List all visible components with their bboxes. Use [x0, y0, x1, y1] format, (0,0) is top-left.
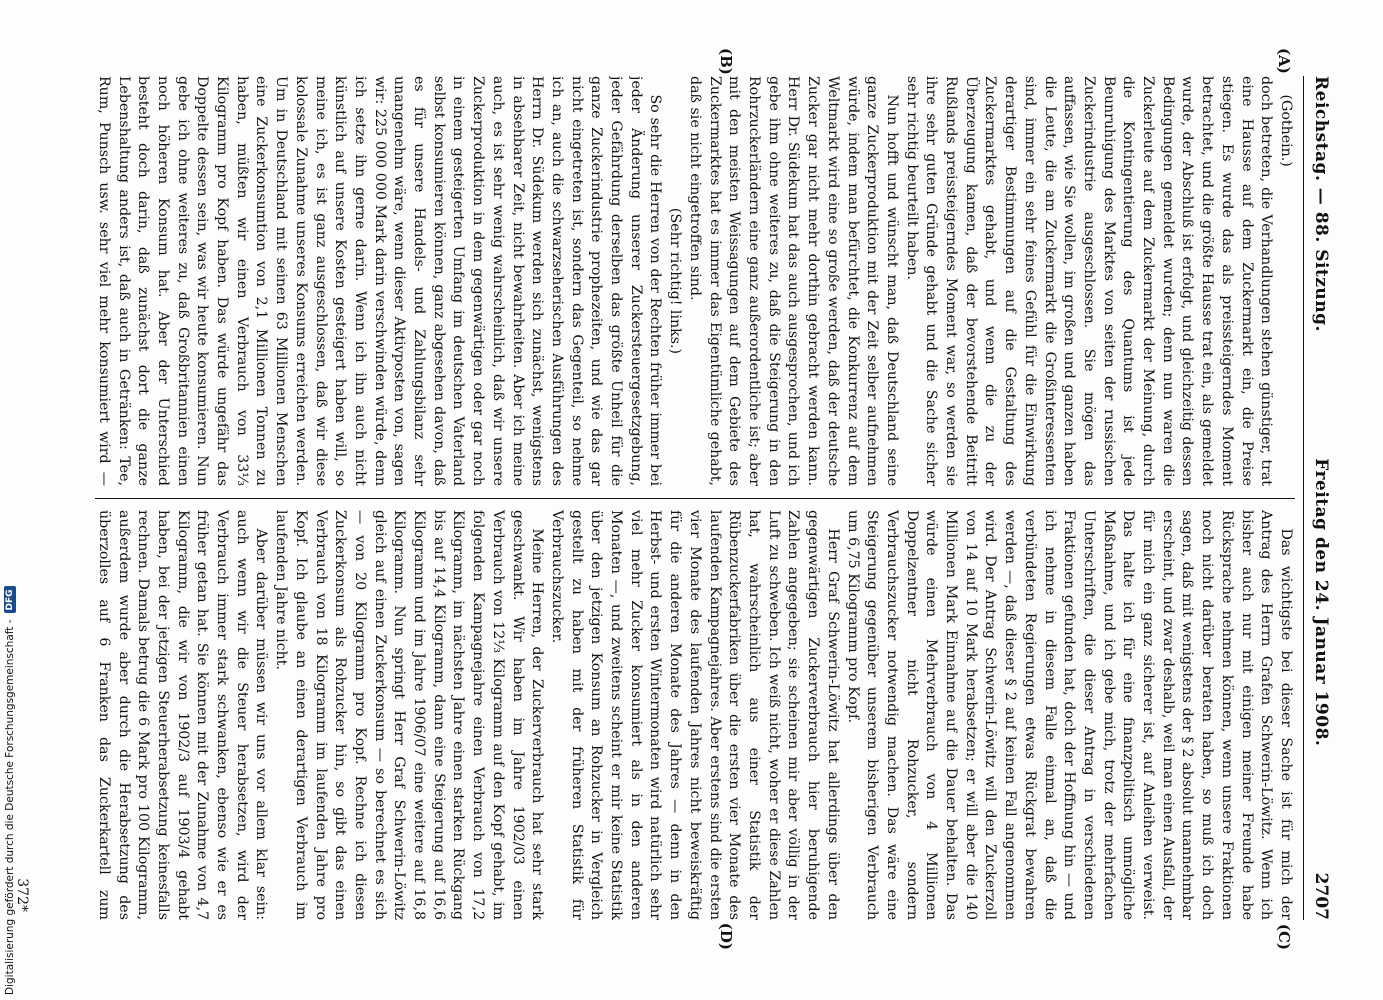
paragraph: So sehr die Herren von der Rechten früher immer bei jeder Änderung unserer Zuckersteuergesetzgebung, jeder Gefährdung derselben das größte Unheil für die ganze Zuckerindustrie prophezeiten, und wie das gar nicht eingetreten ist, sondern das Gegenteil, so nehme ich an, auch die schwarzseherischen Ausführungen des Herrn Dr. Südekum werden sich zunächst, wenigstens in absehbarer Zeit, nicht bewahrheiten. Aber ich meine auch, es ist sehr wenig wahrscheinlich, daß wir unsere Zuckerproduktion in dem gegenwärtigen oder gar noch in einem gesteigerten Umfang im deutschen Vaterland selbst konsumieren können, ganz abgesehen davon, daß es für unsere Handels- und Zahlungsbilanz sehr unangenehm wäre, wenn dieser Aktivposten von, sagen wir: 225 000 000 Mark darin verschwinden würde, denn ich setze ihn gerne darin. Wenn ich ihn auch nicht künstlich auf unsere Kosten gesteigert haben will, so meine ich, es ist ganz ausgeschlossen, daß wir diese kolossale Zunahme unseres Konsums erreichen werden. Um in Deutschland mit seinen 63 Millionen Menschen eine Zuckerkonsumtion von 2,1 Millionen Tonnen zu haben, müßten wir einen Verbrauch von 33⅓ Kilogramm pro Kopf haben. Das würde ungefähr das Doppelte dessen sein, was wir heute konsumieren. Nun gebe ich ohne weiteres zu, daß Großbritannien einen noch höheren Konsum hat. Aber der Unterschied besteht doch darin, daß zunächst dort die ganze Lebenshaltung anders ist, daß auch in Getränken: Tee, Rum, Punsch usw. sehr viel mehr konsumiert wird — [95, 76, 664, 486]
header-right-title: Freitag den 24. Januar 1908. [1311, 458, 1331, 747]
interjection: (Sehr richtig! links.) [667, 207, 684, 355]
paragraph: doch betreten, die Verhandlungen stehen günstiger, trat eine Hausse auf dem Zuckermarkt ein, die Preise stiegen. Es wurde das als preissteigerndes Moment betrachtet, und die größte Hausse trat ein, als gemeldet wurde, der Abschluß ist erfolgt, und gleichzeitig dessen Bedingungen gemeldet wurden; denn nun waren die Zuckerleute auf dem Zuckermarkt der Meinung, durch die Kontingentierung des Quantums ist jede Beunruhigung des Marktes von seiten der russischen Zuckerindustrie ausgeschlossen. Sie mögen das auffassen, wie Sie wollen, im großen und ganzen haben die Leute, die am Zuckermarkt die Großinteressenten sind, immer ein sehr feines Gefühl für die Einwirkung derartiger Bestimmungen auf die Gestaltung des Zuckermarktes gehabt, und wenn die zu der Überzeugung kamen, daß der bevorstehende Beitritt Rußlands preissteigerndes Moment war, so werden sie ihre sehr guten Gründe gehabt und die Sache sicher sehr richtig beurteilt haben. [903, 76, 1275, 486]
paragraph: Das wichtigste bei dieser Sache ist für mich der Antrag des Herrn Grafen Schwerin-Löwitz. Wenn ich bisher auch nur mit einigen meiner Freunde habe Rücksprache nehmen können, wenn unsere Fraktionen noch nicht darüber beraten haben, so muß ich doch sagen, daß mit wenigstens der § 2 absolut unannehmbar erscheint, und zwar deshalb, weil man einen Ausfall, der für mich ein ganz sicherer ist, auf Anleihen verweist. Das halte ich für eine finanzpolitisch unmögliche Maßnahme, und ich gebe mich, trotz der mehrfachen Unterschriften, die dieser Antrag in verschiedenen Fraktionen gefunden hat, doch der Hoffnung hin — und ich nehme in diesem Falle einmal an, daß die verbündeten Regierungen etwas Rückgrat bewahren werden —, daß dieser § 2 auf keinen Fall angenommen wird. Der Antrag Schwerin-Löwitz will den Zuckerzoll von 14 auf 10 Mark herabsetzen; er will aber die 140 Millionen Mark Einnahme auf die Dauer behalten. Das würde einen Mehrverbrauch von 4 Millionen Doppelzentner nicht Rohzucker, sondern Verbrauchszucker notwendig machen. Das wäre eine Steigerung gegenüber unserem bisherigen Verbrauch um 6,75 Kilogramm pro Kopf. [844, 510, 1294, 920]
margin-marker-c: (C) [1275, 923, 1293, 950]
margin-marker-a: (A) [1275, 48, 1293, 74]
left-column [95, 76, 1295, 498]
digitization-note [4, 589, 18, 995]
paragraph: Herr Graf Schwerin-Löwitz hat allerdings über den gegenwärtigen Zuckerverbrauch hier beruhigende Zahlen angegeben; sie scheinen mir aber völlig in der Luft zu schweben. Ich weiß nicht, woher er diese Zahlen hat, wahrscheinlich aus einer Statistik der Rübenzuckerfabriken über die ersten vier Monate des laufenden Kampagnejahres. Aber erstens sind die ersten vier Monate des laufenden Jahres nicht beweiskräftig für die anderen Monate des Jahres — denn in den Herbst- und ersten Wintermonaten wird natürlich sehr viel mehr Zucker konsumiert als in den anderen Monaten —, und zweitens scheint er mir keine Statistik über den jetzigen Konsum an Rohzucker in Vergleich gestellt zu haben mit der früheren Statistik für Verbrauchszucker. [548, 510, 841, 920]
page-header [1303, 76, 1331, 920]
margin-marker-d: (D) [717, 922, 735, 950]
column-divider [95, 498, 1295, 499]
paragraph: Meine Herren, der Zuckerverbrauch hat sehr stark geschwankt. Wir haben im Jahre 1902/03 einen Verbrauch von 12⅓ Kilogramm auf den Kopf gehabt, im folgenden Kampagnejahre einen Verbrauch von 17,2 Kilogramm, im nächsten Jahre einen starken Rückgang bis auf 14,4 Kilogramm, dann eine Steigerung auf 16,6 Kilogramm und im Jahre 1906/07 eine weitere auf 16,8 Kilogramm. Nun springt Herr Graf Schwerin-Löwitz gleich auf einen Zuckerkonsum — so berechnet es sich — von 20 Kilogramm pro Kopf. Rechne ich diesen Zuckerkonsum als Rohzucker hin, so gibt das einen Verbrauch von 18 Kilogramm im laufenden Jahre pro Kopf. Ich glaube an einen derartigen Verbrauch im laufenden Jahre nicht. [273, 510, 546, 920]
digitization-note-text: Digitalisierung gefördert durch die Deutsche Forschungsgemeinschaft - [4, 619, 16, 995]
paragraph: Nun hofft und wünscht man, daß Deutschland seine ganze Zuckerproduktion mit der Zeit selber aufnehmen würde, indem man befürchtet, die Konkurrenz auf dem Weltmarkt wird eine so große werden, daß der deutsche Zucker gar nicht mehr dorthin gebracht werden kann. Herr Dr. Südekum hat das auch ausgesprochen, und ich gebe ihm ohne weiteres zu, daß die Steigerung in den Rohrzuckerländern eine ganz außerordentliche ist; aber mit den meisten Weissagungen auf dem Gebiete des Zuckermarktes hat es immer das Eigentümliche gehabt, daß sie nicht eingetroffen sind. [686, 76, 900, 486]
paragraph: Aber darüber müssen wir uns vor allem klar sein: auch wenn wir die Steuer herabsetzen, wird der Verbrauch immer stark schwanken, ebenso wie er es früher getan hat. Sie können mit der Zunahme von 4,7 Kilogramm, die wir von 1902/3 auf 1903/4 gehabt haben, bei der jetzigen Steuerherabsetzung keinesfalls rechnen. Damals betrug die 6 Mark pro 100 Kilogramm, außerdem wurde aber durch die Herabsetzung des überzolles auf 6 Franken das Zuckerkartell zum [95, 510, 270, 920]
header-left-title: Reichstag. — 88. Sitzung. [1311, 76, 1331, 332]
page-number: 2707 [1311, 872, 1331, 920]
right-column [95, 498, 1295, 920]
speaker-label: (Gothein.) [1278, 94, 1294, 167]
sheet-mark: 372* [14, 878, 30, 912]
two-column-body [95, 48, 1295, 950]
margin-marker-b: (B) [717, 48, 735, 75]
dfg-logo-icon: DFG [4, 586, 16, 613]
